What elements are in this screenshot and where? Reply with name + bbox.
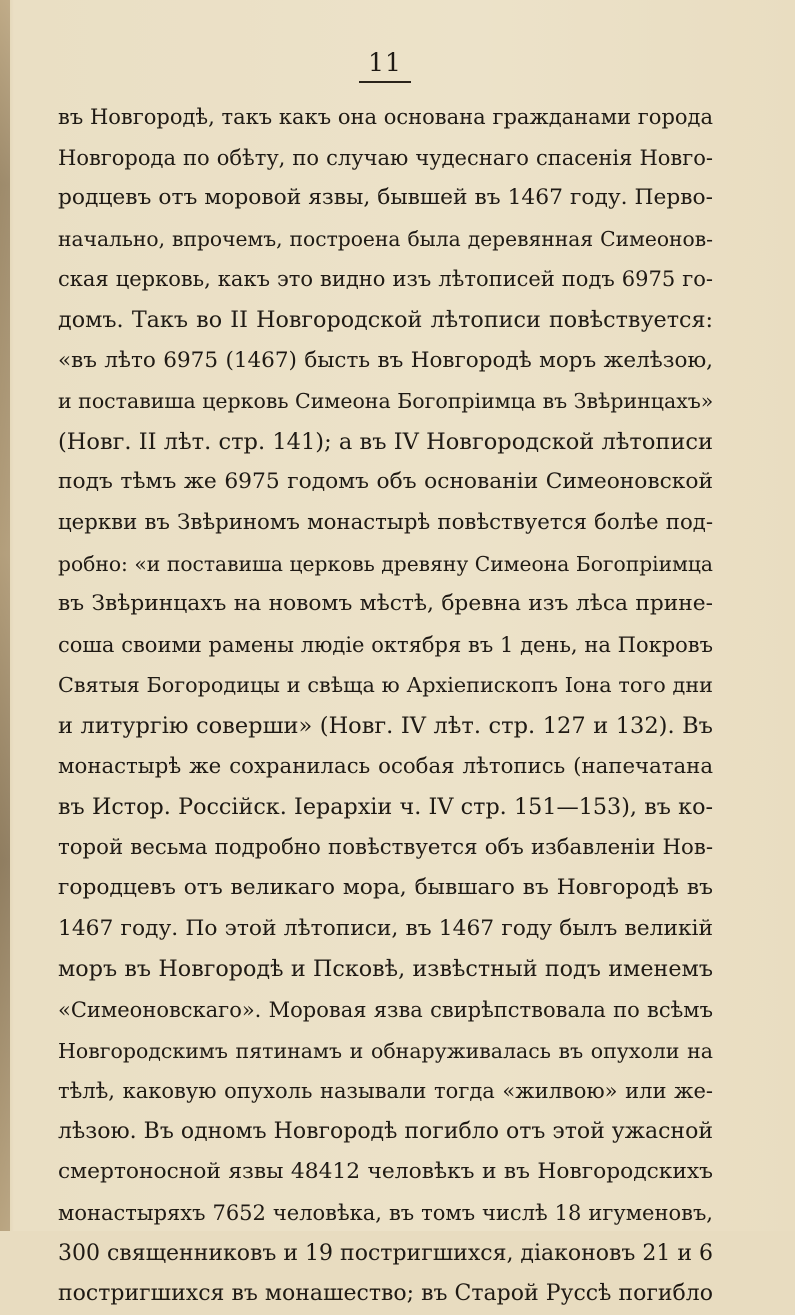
text-line: родцевъ отъ моровой язвы, бывшей въ 1467 году. Перво- [58, 185, 713, 211]
page-number: 11 [368, 48, 402, 77]
text-line: городцевъ отъ великаго мора, бывшаго въ Новгородѣ въ [58, 875, 713, 901]
text-line: ская церковь, какъ это видно изъ лѣтописей подъ 6975 го- [58, 267, 713, 292]
text-line: въ Истор. Россійск. Іерархіи ч. IV стр. 151—153), въ ко- [58, 794, 713, 821]
page-binding-edge [0, 0, 10, 1231]
text-line: въ Звѣринцахъ на новомъ мѣстѣ, бревна изъ лѣса прине- [58, 591, 713, 617]
text-line: «Симеоновскаго». Моровая язва свирѣпствовала по всѣмъ [58, 998, 713, 1023]
text-line: 300 священниковъ и 19 постригшихся, діаконовъ 21 и 6 [58, 1240, 713, 1266]
text-line: церкви въ Звѣриномъ монастырѣ повѣствуется болѣе под- [58, 509, 713, 535]
text-line: въ Новгородѣ, такъ какъ она основана гражданами города [58, 105, 713, 129]
text-line: торой весьма подробно повѣствуется объ избавленіи Нов- [58, 834, 713, 860]
text-line: смертоносной язвы 48412 человѣкъ и въ Новгородскихъ [58, 1159, 713, 1185]
text-line: подъ тѣмъ же 6975 годомъ объ основаніи Симеоновской [58, 469, 713, 495]
text-line: домъ. Такъ во II Новгородской лѣтописи повѣствуется: [58, 306, 713, 333]
text-line: моръ въ Новгородѣ и Псковѣ, извѣстный подъ именемъ [58, 956, 713, 983]
text-line: начально, впрочемъ, построена была деревянная Симеонов- [58, 226, 713, 251]
text-line: тѣлѣ, каковую опухоль называли тогда «жилвою» или же- [58, 1079, 713, 1104]
body-text [58, 97, 713, 1315]
page-number-underline [359, 81, 411, 83]
text-line: «въ лѣто 6975 (1467) бысть въ Новгородѣ моръ желѣзою, [58, 347, 713, 373]
text-line: робно: «и поставиша церковь древяну Симеона Богопріимца [58, 551, 713, 576]
text-line: лѣзою. Въ одномъ Новгородѣ погибло отъ этой ужасной [58, 1118, 713, 1144]
text-line: и поставиша церковь Симеона Богопріимца въ Звѣринцахъ» [58, 389, 713, 414]
text-line: соша своими рамены людіе октября въ 1 день, на Покровъ [58, 632, 713, 657]
text-line: (Новг. II лѣт. стр. 141); а въ IV Новгородской лѣтописи [58, 428, 713, 455]
text-line: монастыряхъ 7652 человѣка, въ томъ числѣ 18 игуменовъ, [58, 1201, 713, 1226]
text-line: 1467 году. По этой лѣтописи, въ 1467 году былъ великій [58, 915, 713, 941]
text-line: Святыя Богородицы и свѣща ю Архіепископъ Іона того дни [58, 673, 713, 698]
text-line: Новгородскимъ пятинамъ и обнаруживалась въ опухоли на [58, 1038, 713, 1063]
text-line: и литургію соверши» (Новг. IV лѣт. стр. 127 и 132). Въ [58, 712, 713, 739]
text-line: Новгорода по обѣту, по случаю чудеснаго спасенія Новго- [58, 145, 713, 170]
text-line: монастырѣ же сохранилась особая лѣтопись (напечатана [58, 753, 713, 779]
text-line: постригшихся въ монашество; въ Старой Руссѣ погибло [58, 1281, 713, 1307]
